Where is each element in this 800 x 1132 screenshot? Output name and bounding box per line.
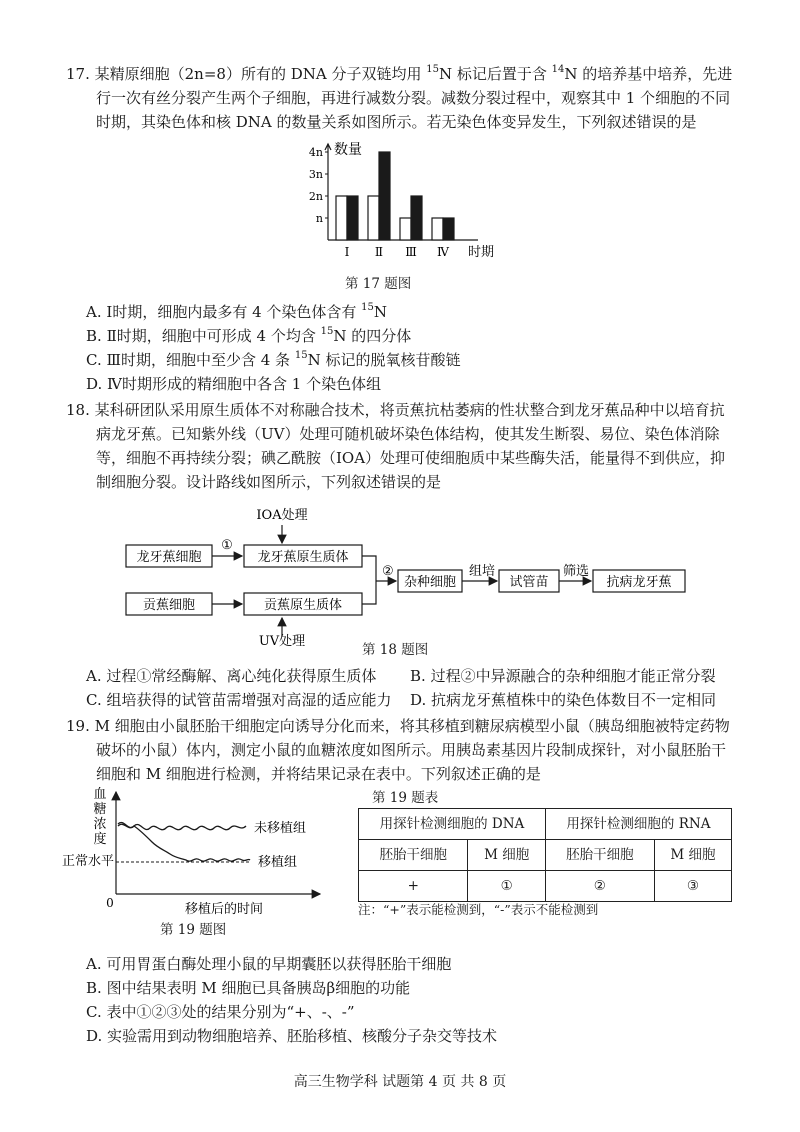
option-text: 组培获得的试管苗需增强对高湿的适应能力: [106, 691, 392, 709]
option-text: Ⅳ时期形成的精细胞中各含 1 个染色体组: [107, 375, 382, 393]
option-text: 抗病龙牙蕉植株中的染色体数目不一定相同: [431, 691, 717, 709]
x-axis-title: 时期: [468, 245, 495, 260]
option-text: 表中①②③处的结果分别为“+、-、-”: [106, 1003, 355, 1021]
col-m-dna: M 细胞: [468, 840, 545, 871]
option-text: N 标记的脱氧核苷酸链: [307, 351, 461, 369]
option-17-b[interactable]: [86, 324, 411, 348]
stem-text: N 标记后置于含: [438, 65, 552, 83]
option-17-d[interactable]: [86, 372, 381, 396]
option-row-18-ab: [86, 664, 736, 688]
bar-chart-17: [290, 140, 495, 272]
step2-label: ②: [382, 564, 394, 579]
option-sup: 15: [320, 326, 334, 337]
ylabel-2: 糖: [93, 802, 107, 817]
option-label: A.: [86, 667, 102, 685]
question-19: [66, 714, 734, 786]
option-text: N 的四分体: [333, 327, 412, 345]
table-row: [359, 871, 732, 902]
option-sup: 15: [361, 302, 374, 313]
option-label: B.: [86, 979, 102, 997]
option-label: D.: [86, 1027, 103, 1045]
table-note-19: 注：“+”表示能检测到，“-”表示不能检测到: [358, 902, 599, 917]
bar-dna-1: [347, 196, 358, 240]
figure-caption-17: 第 17 题图: [345, 276, 412, 292]
question-number: 18.: [66, 401, 90, 419]
option-label: B.: [410, 667, 426, 685]
stem-text: 某科研团队采用原生质体不对称融合技术，将贡蕉抗枯萎病的性状整合到龙牙蕉品种中以培育抗病龙牙蕉。已知紫外线（UV）处理可随机破坏染色体结构，使其发生断裂、易位、染色体消除等，细胞不再持续分裂；碘乙酰胺（IOA）处理可使细胞质中某些酶失活，能量得不到供应，抑制细胞分裂。设计路线如图所示，下列叙述错误的是: [94, 401, 726, 491]
question-number: 19.: [66, 717, 90, 735]
question-number: 17.: [66, 65, 90, 83]
cell-m-dna: ①: [468, 871, 545, 902]
question-17: [66, 62, 734, 134]
cell-es-rna: ②: [545, 871, 654, 902]
option-label: C.: [86, 691, 102, 709]
option-label: B.: [86, 327, 102, 345]
table-subheader-row: [359, 840, 732, 871]
option-text: N: [373, 303, 388, 321]
option-text: 图中结果表明 M 细胞已具备胰岛β细胞的功能: [106, 979, 411, 997]
y-tick-label: 2n: [308, 190, 323, 203]
origin-label: 0: [106, 896, 114, 910]
y-tick-label: n: [315, 212, 323, 225]
figure-caption-19: 第 19 题图: [160, 922, 227, 938]
normal-level-label: 正常水平: [62, 854, 115, 869]
option-text: Ⅲ时期，细胞中至少含 4 条: [106, 351, 295, 369]
box-longya-proto-label: 龙牙蕉原生质体: [257, 550, 349, 565]
y-tick-label: 3n: [308, 168, 323, 181]
bar-dna-4: [443, 218, 454, 240]
option-text: Ⅱ时期，细胞中可形成 4 个均含: [106, 327, 321, 345]
result-table-19: [358, 808, 732, 902]
table-caption-19: 第 19 题表: [372, 790, 439, 806]
culture-label: 组培: [468, 564, 496, 579]
ylabel-4: 度: [93, 832, 107, 847]
option-label: D.: [86, 375, 103, 393]
option-text: 可用胃蛋白酶处理小鼠的早期囊胚以获得胚胎干细胞: [106, 955, 452, 973]
col-m-rna: M 细胞: [654, 840, 731, 871]
glucose-graph-19: [60, 786, 330, 922]
bar-dna-3: [411, 196, 422, 240]
x-tick-label: Ⅳ: [437, 245, 449, 259]
bar-chromosome-3: [400, 218, 411, 240]
x-tick-label: Ⅲ: [405, 245, 417, 259]
option-label: A.: [86, 303, 102, 321]
y-axis-title: 数量: [334, 142, 362, 158]
bar-chromosome-4: [432, 218, 443, 240]
option-label: C.: [86, 351, 102, 369]
box-plantlet-label: 试管苗: [509, 575, 549, 590]
question-18-stem: [66, 398, 734, 494]
isotope-superscript: 14: [551, 64, 565, 75]
y-tick-label: 4n: [308, 146, 323, 159]
option-label: C.: [86, 1003, 102, 1021]
option-label: D.: [410, 691, 427, 709]
option-text: 过程②中异源融合的杂种细胞才能正常分裂: [430, 667, 716, 685]
question-19-stem: [66, 714, 734, 786]
header-rna: 用探针检测细胞的 RNA: [545, 809, 731, 840]
stem-text: N 的培养基中培养，先进行一次有丝分裂产生两个子细胞，再进行减数分裂。减数分裂过程中，观察其中 1 个细胞的不同时期，其染色体和核 DNA 的数量关系如图所示。若无染色体变异发生，下列叙述错误的是: [96, 65, 733, 131]
option-17-c[interactable]: [86, 348, 460, 372]
bar-dna-2: [379, 152, 390, 240]
option-text: 实验需用到动物细胞培养、胚胎移植、核酸分子杂交等技术: [107, 1027, 498, 1045]
option-18-a[interactable]: [86, 664, 410, 688]
box-result-label: 抗病龙牙蕉: [606, 575, 672, 590]
option-19-c[interactable]: [86, 1000, 355, 1024]
option-19-b[interactable]: [86, 976, 410, 1000]
bar-chromosome-1: [336, 196, 347, 240]
box-gong-cell-label: 贡蕉细胞: [142, 598, 196, 613]
ylabel-3: 浓: [93, 817, 107, 832]
bar-chromosome-2: [368, 196, 379, 240]
label-untransplanted: 未移植组: [254, 821, 307, 836]
box-hybrid-label: 杂种细胞: [403, 575, 457, 590]
option-row-18-cd: [86, 688, 736, 712]
col-es-dna: 胚胎干细胞: [359, 840, 468, 871]
cell-m-rna: ③: [654, 871, 731, 902]
question-18: [66, 398, 734, 494]
uv-label: UV处理: [258, 634, 306, 649]
option-18-b[interactable]: [410, 664, 716, 688]
table-header-row: [359, 809, 732, 840]
option-label: A.: [86, 955, 102, 973]
question-17-stem: [66, 62, 734, 134]
option-17-a[interactable]: [86, 300, 387, 324]
x-tick-label: Ⅱ: [374, 245, 384, 259]
option-19-d[interactable]: [86, 1024, 497, 1048]
option-text: Ⅰ时期，细胞内最多有 4 个染色体含有: [106, 303, 362, 321]
option-text: 过程①常经酶解、离心纯化获得原生质体: [106, 667, 377, 685]
figure-caption-18: 第 18 题图: [362, 642, 429, 658]
ioa-label: IOA处理: [256, 508, 308, 523]
option-18-d[interactable]: [410, 688, 716, 712]
col-es-rna: 胚胎干细胞: [545, 840, 654, 871]
option-sup: 15: [294, 350, 308, 361]
option-19-a[interactable]: [86, 952, 451, 976]
option-18-c[interactable]: [86, 688, 410, 712]
ylabel-1: 血: [93, 787, 107, 802]
isotope-superscript: 15: [426, 64, 439, 75]
stem-text: M 细胞由小鼠胚胎干细胞定向诱导分化而来，将其移植到糖尿病模型小鼠（胰岛细胞被特定药物破坏的小鼠）体内，测定小鼠的血糖浓度如图所示。用胰岛素基因片段制成探针，对小鼠胚胎干细胞和 M 细胞进行检测，并将结果记录在表中。下列叙述正确的是: [94, 717, 730, 783]
screen-label: 筛选: [562, 564, 590, 579]
cell-es-dna: +: [359, 871, 468, 902]
page-footer: 高三生物学科 试题第 4 页 共 8 页: [293, 1074, 507, 1090]
box-gong-proto-label: 贡蕉原生质体: [263, 598, 343, 613]
xlabel: 移植后的时间: [184, 902, 264, 917]
stem-text: 某精原细胞（2n=8）所有的 DNA 分子双链均用: [94, 65, 427, 83]
label-transplanted: 移植组: [258, 855, 298, 870]
x-tick-label: Ⅰ: [344, 245, 350, 259]
step1-label: ①: [221, 538, 233, 553]
flow-diagram-18: [120, 505, 700, 649]
box-longya-cell-label: 龙牙蕉细胞: [136, 550, 202, 565]
header-dna: 用探针检测细胞的 DNA: [359, 809, 546, 840]
